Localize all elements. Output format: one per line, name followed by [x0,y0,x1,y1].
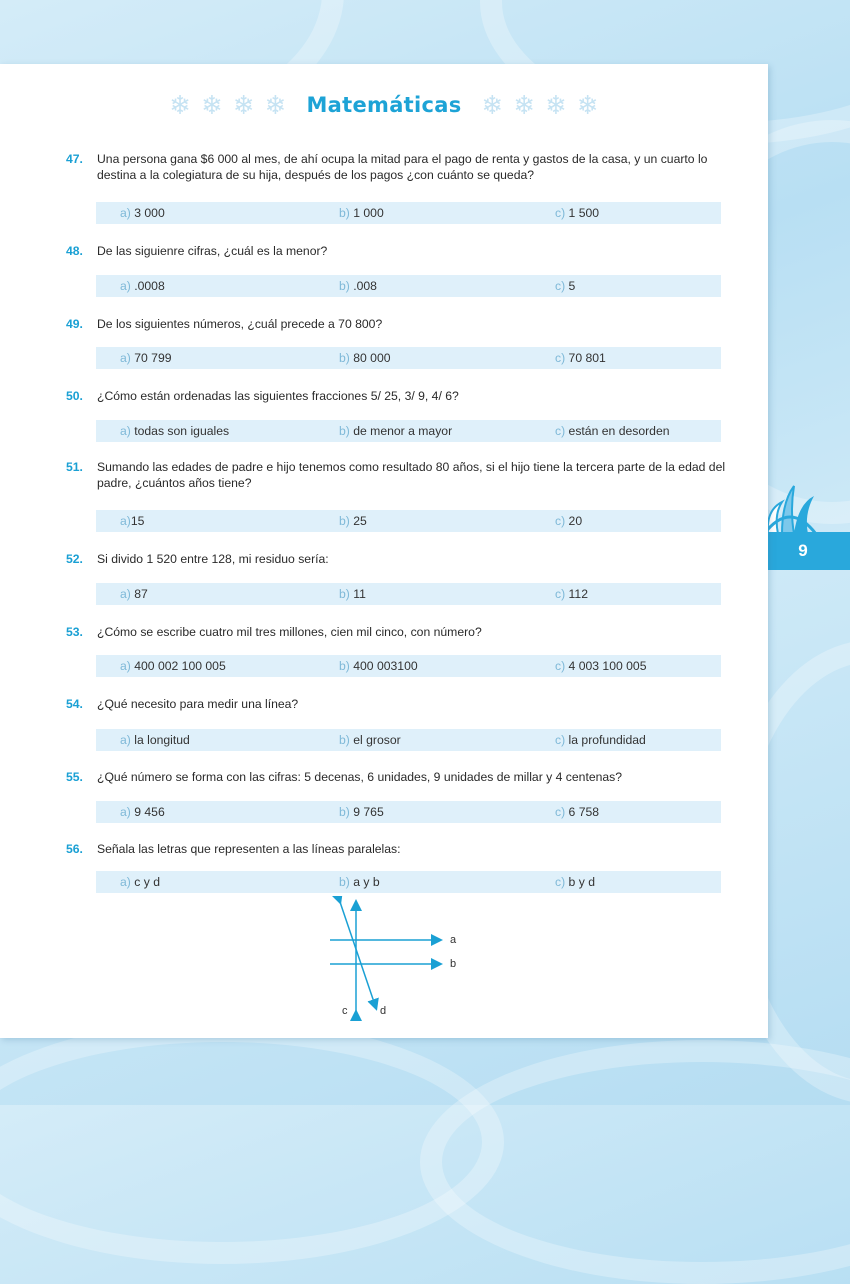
label-d: d [380,1005,387,1017]
option-b[interactable]: b) 80 000 [339,351,391,365]
option-a[interactable]: a) 9 456 [120,805,165,819]
option-b[interactable]: b) .008 [339,279,377,293]
question-50 [66,388,726,404]
question-51 [66,459,726,491]
option-c[interactable]: c) 112 [555,587,588,601]
option-a[interactable]: a) 400 002 100 005 [120,659,226,673]
question-number: 55. [66,770,83,784]
snowflake-icon: ❄ [513,90,536,120]
snowflake-icon: ❄ [481,90,504,120]
page-number-tab [756,532,850,570]
option-b[interactable]: b) el grosor [339,733,401,747]
option-c[interactable]: c) 70 801 [555,351,606,365]
option-c[interactable]: c) 5 [555,279,576,293]
option-a[interactable]: a) todas son iguales [120,424,230,438]
page-number: 9 [798,541,808,560]
option-b[interactable]: b) 400 003100 [339,659,418,673]
question-number: 56. [66,842,83,856]
question-number: 52. [66,552,83,566]
question-56 [66,841,726,857]
snowflake-icon: ❄ [576,90,599,120]
question-text: Señala las letras que representen a las líneas paralelas: [97,842,401,856]
option-a[interactable]: a)15 [120,514,145,528]
page-header [0,90,768,120]
option-a[interactable]: a) 3 000 [120,206,165,220]
answer-options [96,202,721,224]
question-text: ¿Qué necesito para medir una línea? [97,697,299,711]
question-text: Sumando las edades de padre e hijo tenemos como resultado 80 años, si el hijo tiene la tercera parte de la edad del padre, ¿cuántos años tiene? [97,460,726,490]
snowflake-icon: ❄ [201,90,223,120]
option-a[interactable]: a) .0008 [120,279,165,293]
option-b[interactable]: b) de menor a mayor [339,424,453,438]
answer-options [96,729,721,751]
question-text: ¿Qué número se forma con las cifras: 5 decenas, 6 unidades, 9 unidades de millar y 4 centenas? [97,770,623,784]
page-title: Matemáticas [306,93,462,117]
option-b[interactable]: b) 11 [339,587,366,601]
question-49 [66,316,726,332]
option-c[interactable]: c) están en desorden [555,424,670,438]
label-a: a [450,934,457,946]
label-c: c [342,1005,348,1017]
question-text: ¿Cómo se escribe cuatro mil tres millones, cien mil cinco, con número? [97,625,482,639]
answer-options [96,655,721,677]
question-number: 47. [66,152,83,166]
question-text: Una persona gana $6 000 al mes, de ahí ocupa la mitad para el pago de renta y gastos de la casa, y un cuarto lo destina a la colegiatura de su hija, después de los pagos ¿con cuánto se queda? [97,152,708,182]
background-swirl [420,1040,850,1284]
question-number: 53. [66,625,83,639]
question-text: De los siguientes números, ¿cuál precede a 70 800? [97,317,383,331]
option-a[interactable]: a) 70 799 [120,351,172,365]
option-b[interactable]: b) 25 [339,514,367,528]
question-number: 51. [66,460,83,474]
lines-diagram [320,896,470,1021]
question-number: 49. [66,317,83,331]
option-c[interactable]: c) 20 [555,514,583,528]
snowflake-icon: ❄ [169,90,192,120]
answer-options [96,801,721,823]
option-b[interactable]: b) 9 765 [339,805,384,819]
question-48 [66,243,726,259]
snowflake-icon: ❄ [232,90,255,120]
question-text: De las siguienre cifras, ¿cuál es la menor? [97,244,328,258]
question-text: Si divido 1 520 entre 128, mi residuo sería: [97,552,329,566]
option-a[interactable]: a) 87 [120,587,148,601]
answer-options [96,420,721,442]
answer-options [96,871,721,893]
question-54 [66,696,726,712]
option-a[interactable]: a) la longitud [120,733,190,747]
question-55 [66,769,726,785]
option-b[interactable]: b) 1 000 [339,206,384,220]
question-number: 50. [66,389,83,403]
question-53 [66,624,726,640]
question-47 [66,151,726,183]
option-c[interactable]: c) 4 003 100 005 [555,659,647,673]
question-number: 54. [66,697,83,711]
question-number: 48. [66,244,83,258]
snowflake-icon: ❄ [264,90,287,120]
emblem-icon [760,480,820,536]
option-c[interactable]: c) b y d [555,875,595,889]
label-b: b [450,958,457,970]
answer-options [96,510,721,532]
option-c[interactable]: c) la profundidad [555,733,646,747]
answer-options [96,275,721,297]
option-c[interactable]: c) 6 758 [555,805,600,819]
option-c[interactable]: c) 1 500 [555,206,600,220]
question-52 [66,551,726,567]
answer-options [96,347,721,369]
snowflake-icon: ❄ [545,90,567,120]
option-b[interactable]: b) a y b [339,875,380,889]
question-text: ¿Cómo están ordenadas las siguientes fracciones 5/ 25, 3/ 9, 4/ 6? [97,389,459,403]
answer-options [96,583,721,605]
option-a[interactable]: a) c y d [120,875,160,889]
line-d [340,902,376,1008]
